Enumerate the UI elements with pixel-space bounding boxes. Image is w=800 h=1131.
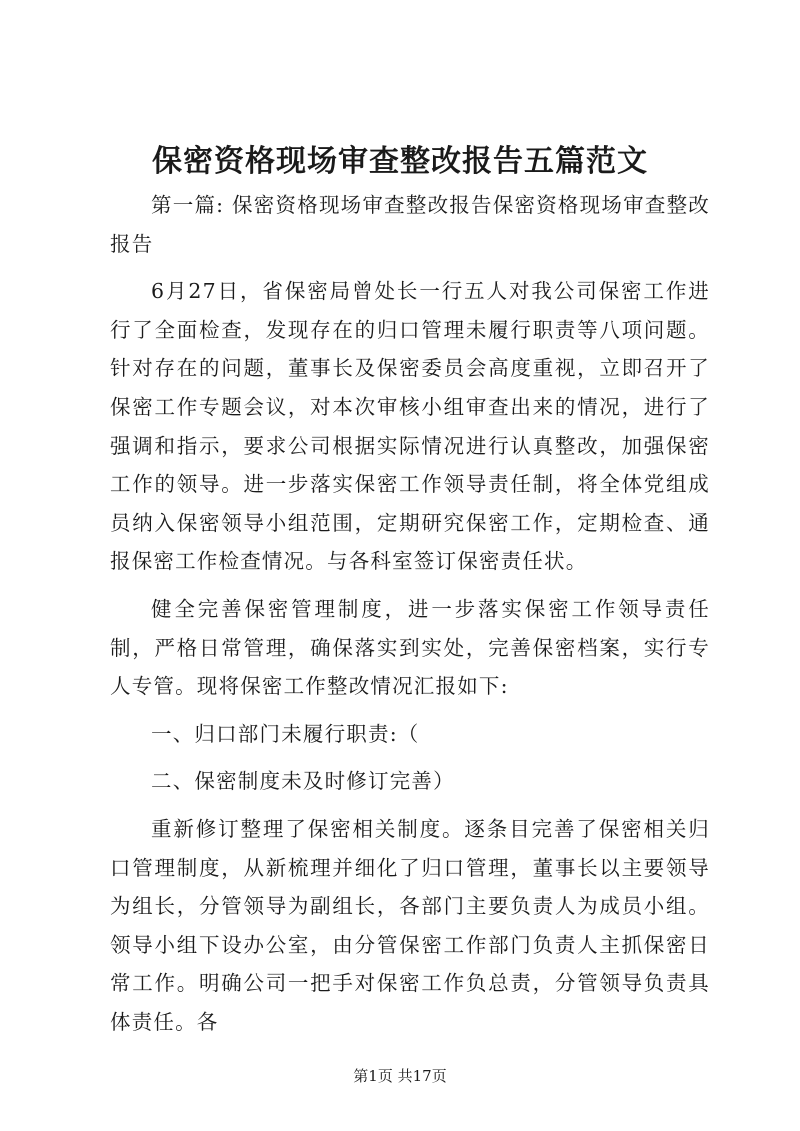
paragraph-system: 健全完善保密管理制度，进一步落实保密工作领导责任制，严格日常管理，确保落实到实处，完善保密档案，实行专人专管。现将保密工作整改情况汇报如下: [110, 596, 710, 699]
page-number-footer: 第1页 共17页 [353, 1067, 447, 1085]
paragraph-revision: 重新修订整理了保密相关制度。逐条目完善了保密相关归口管理制度，从新梳理并细化了归口管理，董事长以主要领导为组长，分管领导为副组长，各部门主要负责人为成员小组。领导小组下设办公室，由分管保密工作部门负责人主抓保密日常工作。明确公司一把手对保密工作负总责，分管领导负责具体责任。各 [110, 816, 710, 1034]
paragraph-inspection: 6月27日，省保密局曾处长一行五人对我公司保密工作进行了全面检查，发现存在的归口管理未履行职责等八项问题。针对存在的问题，董事长及保密委员会高度重视，立即召开了保密工作专题会议，对本次审核小组审查出来的情况，进行了强调和指示，要求公司根据实际情况进行认真整改，加强保密工作的领导。进一步落实保密工作领导责任制，将全体党组成员纳入保密领导小组范围，定期研究保密工作，定期检查、通报保密工作检查情况。与各科室签订保密责任状。 [110, 279, 710, 574]
paragraph-item-two: 二、保密制度未及时修订完善） [151, 769, 455, 794]
paragraph-heading-first-article: 第一篇: 保密资格现场审查整改报告保密资格现场审查整改报告 [110, 193, 710, 256]
document-body [110, 186, 710, 1050]
document-title: 保密资格现场审查整改报告五篇范文 [152, 144, 648, 179]
paragraph-item-one: 一、归口部门未履行职责:（ [151, 721, 420, 746]
